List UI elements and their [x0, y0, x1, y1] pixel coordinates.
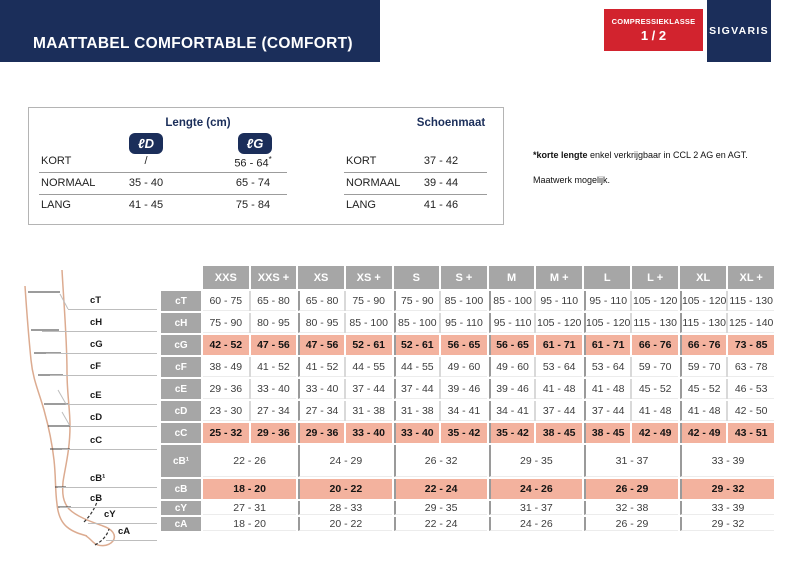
length-lg-value: 56 - 64*: [234, 155, 272, 170]
size-cell: 63 - 78: [728, 357, 774, 377]
size-cell: 115 - 130: [632, 313, 678, 333]
shoesize-value: 37 - 42: [423, 155, 459, 167]
size-cell: 33 - 40: [394, 423, 440, 443]
size-cell: 27 - 31: [203, 501, 296, 515]
size-cell: 46 - 53: [728, 379, 774, 399]
measure-row-label: cY: [161, 501, 201, 515]
size-cell: 18 - 20: [203, 517, 296, 531]
size-cell: 35 - 42: [441, 423, 487, 443]
size-cell: 44 - 55: [346, 357, 392, 377]
size-cell: 26 - 32: [394, 445, 487, 477]
leg-label-cf: cF: [90, 361, 102, 372]
size-column-header: XXS: [203, 266, 249, 289]
size-cell: 95 - 110: [536, 291, 582, 311]
size-cell: 44 - 55: [394, 357, 440, 377]
size-cell: 115 - 130: [680, 313, 726, 333]
size-cell: 85 - 100: [489, 291, 535, 311]
size-column-header: XS +: [346, 266, 392, 289]
leg-leader-line: [46, 353, 157, 354]
size-cell: 42 - 52: [203, 335, 249, 355]
size-cell: 37 - 44: [394, 379, 440, 399]
size-column-header: L: [584, 266, 630, 289]
leg-leader-line: [68, 309, 157, 310]
size-cell: 45 - 52: [680, 379, 726, 399]
size-column-header: M: [489, 266, 535, 289]
size-cell: 37 - 44: [536, 401, 582, 421]
size-cell: 38 - 49: [203, 357, 249, 377]
leg-drawing: [8, 268, 163, 558]
leg-leader-line: [62, 449, 157, 450]
size-cell: 31 - 37: [489, 501, 582, 515]
size-cell: 66 - 76: [632, 335, 678, 355]
size-cell: 42 - 49: [632, 423, 678, 443]
size-cell: 22 - 24: [394, 479, 487, 499]
measure-row-label: cE: [161, 379, 201, 399]
size-cell: 18 - 20: [203, 479, 296, 499]
size-cell: 20 - 22: [298, 479, 391, 499]
leg-outline-left: [25, 286, 87, 536]
footnote-short-length: *korte lengte enkel verkrijgbaar in CCL 2 AG en AGT.: [533, 150, 748, 160]
measure-row-label: cH: [161, 313, 201, 333]
size-cell: 23 - 30: [203, 401, 249, 421]
length-ld-value: 35 - 40: [128, 177, 164, 189]
shoesize-row-label: LANG: [346, 199, 376, 211]
size-column-header: XL: [680, 266, 726, 289]
asterisk-marker: *: [268, 155, 272, 164]
size-cell: 105 - 120: [680, 291, 726, 311]
size-cell: 38 - 45: [584, 423, 630, 443]
size-cell: 52 - 61: [394, 335, 440, 355]
size-cell: 56 - 65: [489, 335, 535, 355]
length-ld-value: 41 - 45: [128, 199, 164, 211]
leg-leader-line: [50, 375, 157, 376]
size-cell: 80 - 95: [298, 313, 344, 333]
size-cell: 41 - 52: [298, 357, 344, 377]
size-cell: 105 - 120: [632, 291, 678, 311]
leg-label-cb1: cB¹: [90, 473, 106, 484]
size-cell: 22 - 24: [394, 517, 487, 531]
size-cell: 41 - 48: [680, 401, 726, 421]
size-cell: 22 - 26: [203, 445, 296, 477]
size-cell: 80 - 95: [251, 313, 297, 333]
size-cell: 49 - 60: [489, 357, 535, 377]
measure-row-label: cT: [161, 291, 201, 311]
leg-label-ca: cA: [118, 526, 131, 537]
measure-row-label: cB¹: [161, 445, 201, 477]
size-cell: 24 - 26: [489, 479, 582, 499]
compression-class-label: COMPRESSIEKLASSE: [611, 17, 696, 26]
size-cell: 75 - 90: [346, 291, 392, 311]
length-lg-badge: ℓG: [238, 133, 272, 154]
size-cell: 33 - 39: [680, 501, 774, 515]
size-cell: 60 - 75: [203, 291, 249, 311]
leg-label-ce: cE: [90, 390, 102, 401]
size-cell: 31 - 37: [584, 445, 678, 477]
leg-leader-line: [66, 404, 157, 405]
size-cell: 29 - 36: [203, 379, 249, 399]
size-cell: 31 - 38: [346, 401, 392, 421]
size-column-header: S: [394, 266, 440, 289]
size-cell: 41 - 48: [632, 401, 678, 421]
size-cell: 49 - 60: [441, 357, 487, 377]
size-cell: 47 - 56: [251, 335, 297, 355]
size-cell: 41 - 52: [251, 357, 297, 377]
size-cell: 56 - 65: [441, 335, 487, 355]
size-cell: 95 - 110: [441, 313, 487, 333]
leg-label-cg: cG: [90, 339, 103, 350]
length-table-title: Lengte (cm): [165, 117, 231, 129]
size-cell: 33 - 40: [298, 379, 344, 399]
size-cell: 31 - 38: [394, 401, 440, 421]
shoesize-value: 41 - 46: [423, 199, 459, 211]
measure-row-label: cC: [161, 423, 201, 443]
size-cell: 85 - 100: [346, 313, 392, 333]
size-cell: 38 - 45: [536, 423, 582, 443]
measure-row-label: cG: [161, 335, 201, 355]
shoesize-row-label: NORMAAL: [346, 177, 401, 189]
shoesize-row-label: KORT: [346, 155, 377, 167]
size-cell: 35 - 42: [489, 423, 535, 443]
footnote-custom-made: Maatwerk mogelijk.: [533, 175, 611, 185]
size-column-header: L +: [632, 266, 678, 289]
size-cell: 61 - 71: [584, 335, 630, 355]
size-column-header: XS: [298, 266, 344, 289]
size-cell: 75 - 90: [394, 291, 440, 311]
leg-label-cc: cC: [90, 435, 103, 446]
size-column-header: XXS +: [251, 266, 297, 289]
size-cell: 29 - 36: [298, 423, 344, 443]
compression-class-badge: [604, 9, 703, 51]
table-corner-spacer: [161, 266, 201, 289]
size-column-header: XL +: [728, 266, 774, 289]
shoesize-table-title: Schoenmaat: [416, 117, 486, 129]
row-separator: [39, 194, 287, 195]
size-column-header: M +: [536, 266, 582, 289]
size-cell: 61 - 71: [536, 335, 582, 355]
size-cell: 105 - 120: [584, 313, 630, 333]
size-cell: 29 - 32: [680, 517, 774, 531]
size-cell: 75 - 90: [203, 313, 249, 333]
page-title: MAATTABEL COMFORTABLE (COMFORT): [33, 35, 353, 52]
length-row-label: NORMAAL: [41, 177, 96, 189]
size-cell: 28 - 33: [298, 501, 391, 515]
size-cell: 52 - 61: [346, 335, 392, 355]
leg-measurement-illustration: [8, 268, 163, 558]
length-lg-value: 75 - 84: [235, 199, 271, 211]
size-cell: 26 - 29: [584, 517, 678, 531]
size-cell: 85 - 100: [441, 291, 487, 311]
size-cell: 29 - 35: [394, 501, 487, 515]
size-cell: 29 - 32: [680, 479, 774, 499]
length-row-label: KORT: [41, 155, 72, 167]
size-cell: 65 - 80: [251, 291, 297, 311]
size-cell: 47 - 56: [298, 335, 344, 355]
size-cell: 34 - 41: [489, 401, 535, 421]
size-cell: 29 - 35: [489, 445, 582, 477]
measure-row-label: cD: [161, 401, 201, 421]
size-cell: 33 - 40: [346, 423, 392, 443]
measure-row-label: cA: [161, 517, 201, 531]
length-ld-badge: ℓD: [129, 133, 163, 154]
row-separator: [39, 172, 287, 173]
size-cell: 26 - 29: [584, 479, 678, 499]
leg-label-ct: cT: [90, 295, 102, 306]
size-cell: 45 - 52: [632, 379, 678, 399]
size-column-header: S +: [441, 266, 487, 289]
leg-leader-line: [60, 507, 157, 508]
size-cell: 66 - 76: [680, 335, 726, 355]
leg-leader-line: [42, 331, 157, 332]
size-cell: 59 - 70: [632, 357, 678, 377]
size-cell: 53 - 64: [584, 357, 630, 377]
row-separator: [344, 194, 487, 195]
size-cell: 24 - 26: [489, 517, 582, 531]
size-cell: 25 - 32: [203, 423, 249, 443]
size-cell: 42 - 50: [728, 401, 774, 421]
size-cell: 37 - 44: [346, 379, 392, 399]
size-cell: 65 - 80: [298, 291, 344, 311]
leg-label-cy: cY: [104, 509, 116, 520]
size-cell: 53 - 64: [536, 357, 582, 377]
leg-leader-line: [106, 540, 157, 541]
size-cell: 42 - 49: [680, 423, 726, 443]
length-shoesize-box: [28, 107, 504, 225]
size-cell: 95 - 110: [584, 291, 630, 311]
size-cell: 33 - 39: [680, 445, 774, 477]
size-cell: 39 - 46: [489, 379, 535, 399]
size-cell: 33 - 40: [251, 379, 297, 399]
size-cell: 27 - 34: [298, 401, 344, 421]
leg-leader-line: [70, 426, 157, 427]
size-cell: 115 - 130: [728, 291, 774, 311]
measure-row-label: cF: [161, 357, 201, 377]
size-table: [161, 266, 774, 531]
size-cell: 73 - 85: [728, 335, 774, 355]
size-cell: 85 - 100: [394, 313, 440, 333]
size-cell: 43 - 51: [728, 423, 774, 443]
size-cell: 39 - 46: [441, 379, 487, 399]
page-title-bar: [0, 0, 380, 62]
size-cell: 41 - 48: [536, 379, 582, 399]
length-row-label: LANG: [41, 199, 71, 211]
size-cell: 59 - 70: [680, 357, 726, 377]
measure-row-label: cB: [161, 479, 201, 499]
shoesize-value: 39 - 44: [423, 177, 459, 189]
length-ld-value: /: [144, 155, 148, 167]
leg-leader-line: [58, 487, 157, 488]
leg-label-cd: cD: [90, 412, 103, 423]
size-cell: 27 - 34: [251, 401, 297, 421]
size-cell: 34 - 41: [441, 401, 487, 421]
sigvaris-logo: SIGVARIS: [707, 0, 771, 62]
size-cell: 24 - 29: [298, 445, 391, 477]
length-lg-value: 65 - 74: [235, 177, 271, 189]
size-cell: 20 - 22: [298, 517, 391, 531]
size-cell: 125 - 140: [728, 313, 774, 333]
leg-label-ch: cH: [90, 317, 103, 328]
size-cell: 32 - 38: [584, 501, 678, 515]
size-cell: 41 - 48: [584, 379, 630, 399]
leg-leader-line: [88, 523, 157, 524]
size-cell: 105 - 120: [536, 313, 582, 333]
leg-outline-right: [62, 270, 114, 546]
size-cell: 29 - 36: [251, 423, 297, 443]
size-cell: 95 - 110: [489, 313, 535, 333]
compression-class-value: 1 / 2: [640, 28, 667, 43]
size-cell: 37 - 44: [584, 401, 630, 421]
leg-label-cb: cB: [90, 493, 103, 504]
row-separator: [344, 172, 487, 173]
